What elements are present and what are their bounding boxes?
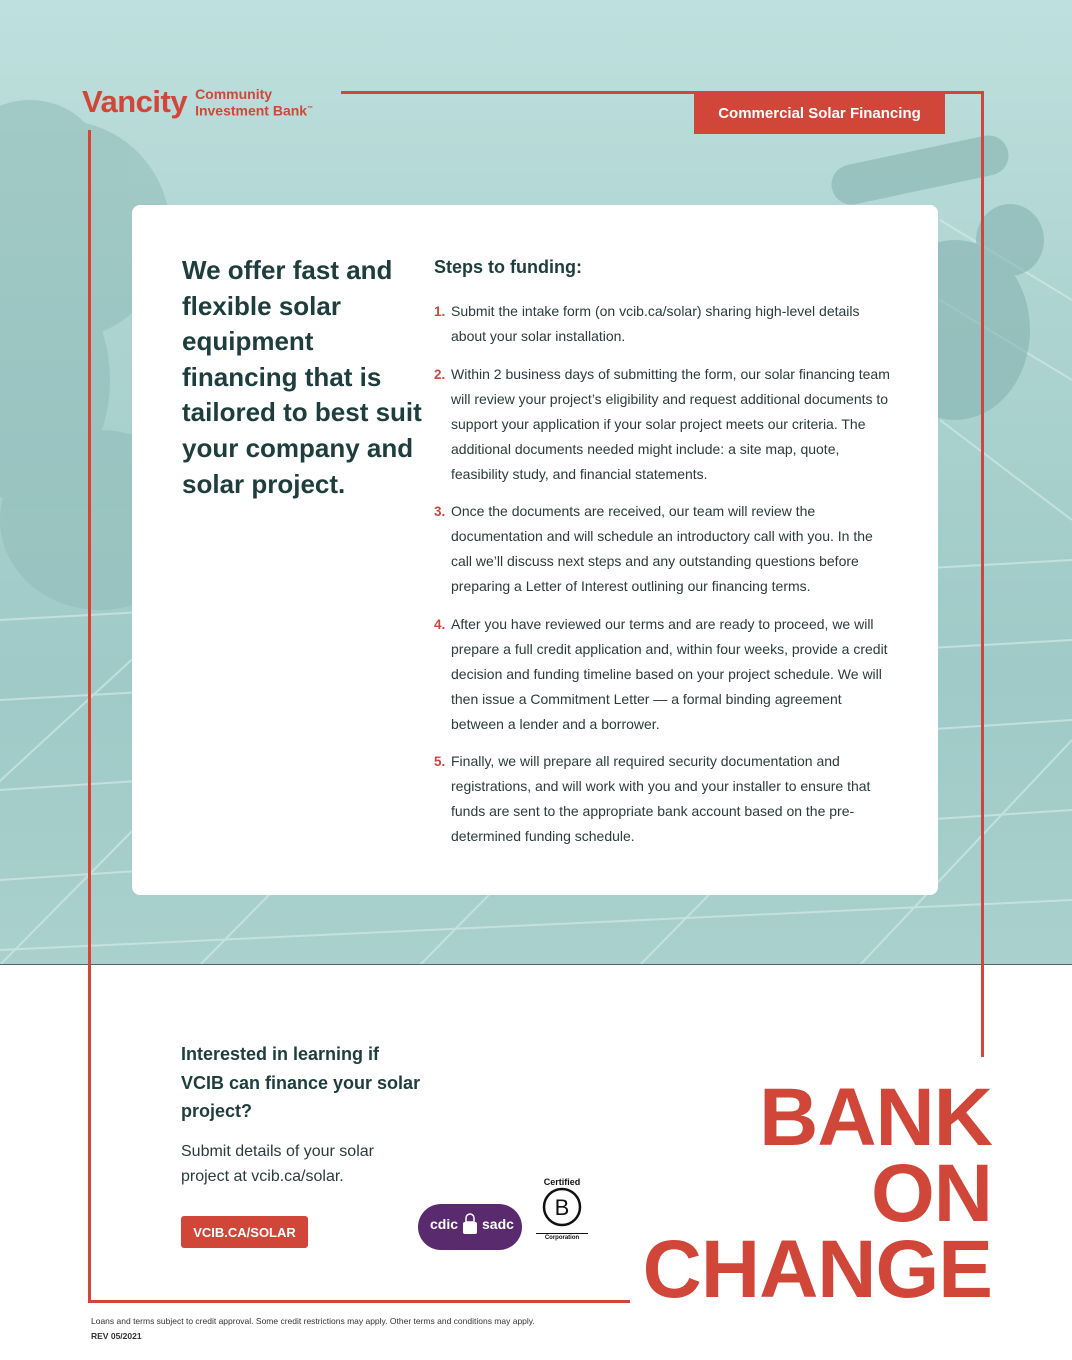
vcib-solar-link-button[interactable]: VCIB.CA/SOLAR <box>181 1216 308 1248</box>
step-item-4 <box>434 612 894 737</box>
cdic-right-text: sadc <box>482 1216 514 1232</box>
bcorp-badge <box>536 1177 588 1241</box>
logo-trademark: ™ <box>307 106 314 112</box>
vancity-logo[interactable] <box>82 84 313 120</box>
cta-question: Interested in learning if VCIB can finance your solar project? <box>181 1044 421 1121</box>
cdic-badge <box>418 1204 522 1250</box>
cta-text: Submit details of your solar project at vcib.ca/solar. <box>181 1143 374 1185</box>
footer-revision: REV 05/2021 <box>91 1331 142 1341</box>
slogan-line-3: CHANGE <box>642 1224 992 1315</box>
bcorp-corporation-text: Corporation <box>536 1233 588 1241</box>
slogan-line-2: ON <box>871 1148 992 1239</box>
hero-divider <box>0 964 1072 965</box>
step-item-2 <box>434 362 894 487</box>
frame-right-line <box>981 91 984 1057</box>
logo-subtitle-line1: Community <box>195 86 273 102</box>
step-item-3 <box>434 499 894 599</box>
step-item-5 <box>434 749 894 849</box>
bcorp-certified-text: Certified <box>543 1177 581 1187</box>
slogan-line-1: BANK <box>759 1072 992 1163</box>
step-text: Submit the intake form (on vcib.ca/solar) sharing high-level details about your solar installation. <box>451 303 860 344</box>
step-number: 1. <box>434 304 446 319</box>
card-headline: We offer fast and flexible solar equipment financing that is tailored to best suit your company and solar project. <box>182 255 422 499</box>
step-number: 2. <box>434 366 446 382</box>
cdic-left-text: cdic <box>430 1216 459 1232</box>
steps-title: Steps to funding: <box>434 257 582 277</box>
step-number: 3. <box>434 504 446 519</box>
step-text: Within 2 business days of submitting the form, our solar financing team will review your project’s eligibility and request additional documents to support your application if your solar project meets our criteria. The additional documents needed might include: a site map, quote, feasibility study, and financial statements. <box>451 365 890 482</box>
step-text: Finally, we will prepare all required security documentation and registrations, and will work with you and your installer to ensure that funds are sent to the appropriate bank account based on the pre-determined funding schedule. <box>451 753 871 844</box>
frame-left-line <box>88 130 91 1302</box>
steps-list <box>434 299 894 862</box>
logo-subtitle-line2: Investment Bank <box>195 102 308 119</box>
logo-wordmark: Vancity <box>82 84 188 119</box>
step-number: 5. <box>434 754 446 769</box>
header-tag: Commercial Solar Financing <box>694 92 945 134</box>
bcorp-letter: B <box>554 1195 570 1220</box>
step-text: Once the documents are received, our team will review the documentation and will schedule an introductory call with you. In the call we’ll discuss next steps and any outstanding questions before preparing a Letter of Interest outlining our financing terms. <box>451 503 873 594</box>
frame-bottom-line <box>88 1300 630 1303</box>
logo-subtitle <box>195 87 313 119</box>
step-text: After you have reviewed our terms and are ready to proceed, we will prepare a full credit application and, within four weeks, provide a credit decision and funding timeline based on your project schedule. We will then issue a Commitment Letter — a formal binding agreement between a lender and a borrower. <box>451 615 888 732</box>
step-item-1 <box>434 299 894 349</box>
info-card <box>132 205 938 895</box>
slogan <box>642 1072 992 1315</box>
footer-disclaimer: Loans and terms subject to credit approval. Some credit restrictions may apply. Other terms and conditions may apply. <box>91 1316 535 1326</box>
bcorp-logo-icon <box>538 1187 586 1227</box>
step-number: 4. <box>434 616 446 632</box>
